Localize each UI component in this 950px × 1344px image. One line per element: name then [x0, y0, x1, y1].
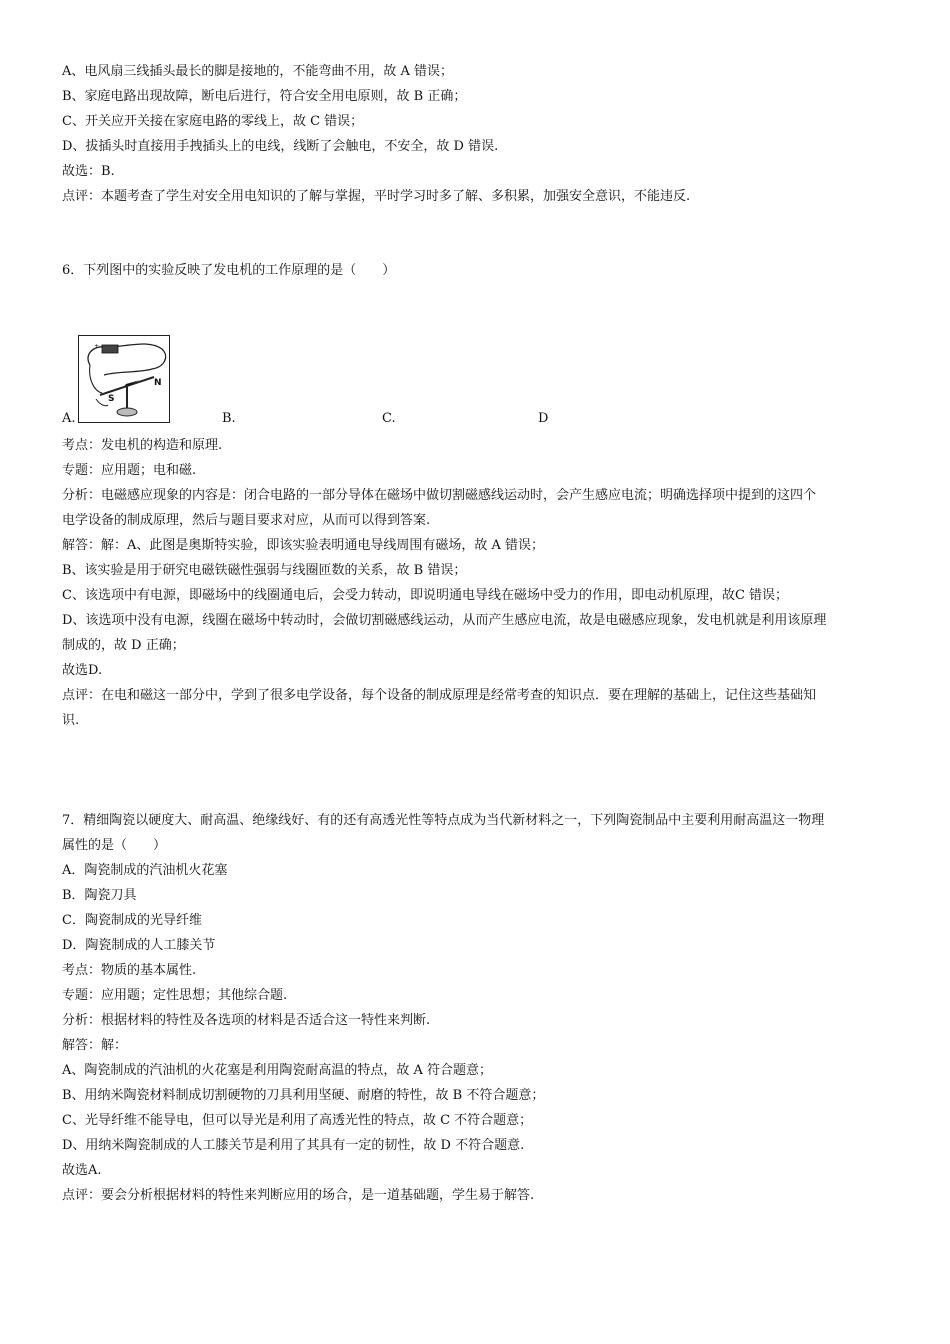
q7-question: 7．精细陶瓷以硬度大、耐高温、绝缘线好、有的还有高透光性等特点成为当代新材料之一，下列陶瓷制品中主要利用耐高温这一物理 — [62, 813, 825, 828]
q6-solution-d: D、该选项中没有电源，线圈在磁场中转动时，会做切割磁感线运动，从而产生感应电流，故是电磁感应现象，发电机就是利用该原理 — [62, 613, 827, 628]
q6-solution-d-cont: 制成的，故 D 正确； — [62, 638, 185, 653]
q5-choice: 故选：B. — [62, 164, 115, 179]
q6-option-b: B. — [222, 411, 236, 426]
q6-option-c: C. — [382, 411, 396, 426]
q5-answer-a: A、电风扇三线插头最长的脚是接地的，不能弯曲不用，故 A 错误； — [62, 64, 454, 79]
q6-analysis: 分析：电磁感应现象的内容是：闭合电路的一部分导体在磁场中做切割磁感线运动时，会产生感应电流；明确选择项中提到的这四个 — [62, 488, 817, 503]
q6-options — [62, 410, 662, 428]
q6-analysis-cont: 电学设备的制成原理，然后与题目要求对应，从而可以得到答案. — [62, 513, 431, 528]
q7-point: 考点：物质的基本属性. — [62, 963, 197, 978]
q6-point: 考点：发电机的构造和原理. — [62, 438, 223, 453]
q7-analysis: 分析：根据材料的特性及各选项的材料是否适合这一特性来判断. — [62, 1013, 431, 1028]
q7-option-c: C．陶瓷制成的光导纤维 — [62, 913, 202, 928]
figure-label-n: N — [154, 378, 162, 388]
q7-option-b: B．陶瓷刀具 — [62, 888, 137, 903]
q5-answer-d: D、拔插头时直接用手拽插头上的电线，线断了会触电，不安全，故 D 错误. — [62, 139, 499, 154]
q6-topic: 专题：应用题；电和磁. — [62, 463, 197, 478]
q5-answer-b: B、家庭电路出现故障，断电后进行，符合安全用电原则，故 B 正确； — [62, 89, 467, 104]
q7-option-d: D．陶瓷制成的人工膝关节 — [62, 938, 216, 953]
q6-solution-b: B、该实验是用于研究电磁铁磁性强弱与线圈匝数的关系，故 B 错误； — [62, 563, 467, 578]
q6-question: 6．下列图中的实验反映了发电机的工作原理的是（ ） — [62, 263, 396, 278]
q7-option-a: A．陶瓷制成的汽油机火花塞 — [62, 863, 228, 878]
svg-text:+: + — [94, 343, 100, 350]
q7-solution-b: B、用纳米陶瓷材料制成切割硬物的刀具利用坚硬、耐磨的特性，故 B 不符合题意； — [62, 1088, 545, 1103]
q7-question-cont: 属性的是（ ） — [62, 838, 167, 853]
q6-solution-a: 解答：解：A、此图是奥斯特实验，即该实验表明通电导线周围有磁场，故 A 错误； — [62, 538, 545, 553]
q5-comment: 点评：本题考查了学生对安全用电知识的了解与掌握，平时学习时多了解、多积累，加强安全意识，不能违反. — [62, 189, 691, 204]
figure-label-s: S — [108, 394, 115, 404]
q6-comment: 点评：在电和磁这一部分中，学到了很多电学设备，每个设备的制成原理是经常考查的知识点．要在理解的基础上，记住这些基础知 — [62, 688, 817, 703]
q7-comment: 点评：要会分析根据材料的特性来判断应用的场合，是一道基础题，学生易于解答. — [62, 1188, 535, 1203]
q7-choice: 故选A. — [62, 1163, 102, 1178]
q7-solution-c: C、光导纤维不能导电，但可以导光是利用了高透光性的特点，故 C 不符合题意； — [62, 1113, 533, 1128]
q7-solution-a: A、陶瓷制成的汽油机的火花塞是利用陶瓷耐高温的特点，故 A 符合题意； — [62, 1063, 493, 1078]
q7-solution-d: D、用纳米陶瓷制成的人工膝关节是利用了其具有一定的韧性，故 D 不符合题意. — [62, 1138, 525, 1153]
q7-solution: 解答：解： — [62, 1038, 128, 1053]
q6-solution-c: C、该选项中有电源，即磁场中的线圈通电后，会受力转动，即说明通电导线在磁场中受力的作用，即电动机原理，故C 错误； — [62, 588, 789, 603]
q6-choice: 故选D. — [62, 663, 103, 678]
q6-option-a: A. — [62, 411, 76, 426]
q6-option-d: D — [538, 411, 549, 426]
q5-answer-c: C、开关应开关接在家庭电路的零线上，故 C 错误； — [62, 114, 364, 129]
q7-topic: 专题：应用题；定性思想；其他综合题. — [62, 988, 288, 1003]
q6-comment-cont: 识. — [62, 713, 80, 728]
